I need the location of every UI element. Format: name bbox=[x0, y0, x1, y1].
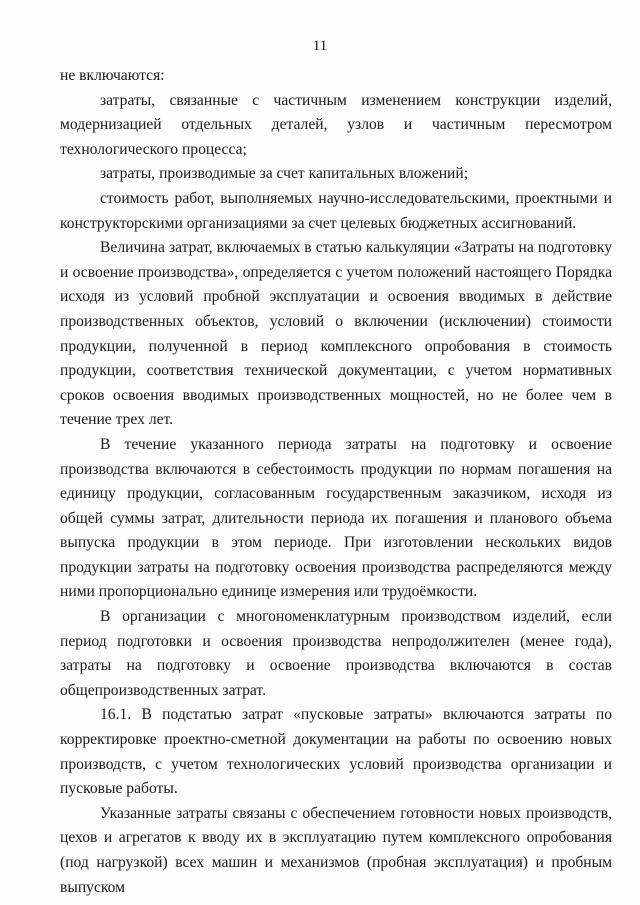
paragraph: стоимость работ, выполняемых научно-исследовательскими, проектными и конструкторскими организациями за счет целевых бюджетных ассигнований. bbox=[60, 189, 612, 232]
page-number: 11 bbox=[312, 38, 328, 54]
paragraph: Величина затрат, включаемых в статью калькуляции «Затраты на подготовку и освоение производства», определяется с учетом положений настоящего Порядка исходя из условий пробной эксплуатации и освоения вводимых в действие производственных объектов, условий о включении (исключении) стоимости продукции, полученной в период комплексного опробования в стоимость продукции, соответствия технической документации, с учетом нормативных сроков освоения вводимых производственных мощностей, но не более чем в течение трех лет. bbox=[60, 239, 612, 429]
paragraph: В течение указанного периода затраты на подготовку и освоение производства включаются в себестоимость продукции по нормам погашения на единицу продукции, согласованным государственным заказчиком, исходя из общей суммы затрат, длительности периода их погашения и планового объема выпуска продукции в этом периоде. При изготовлении нескольких видов продукции затраты на подготовку освоения производства распределяются между ними пропорционально единице измерения или трудоёмкости. bbox=[60, 435, 612, 601]
paragraph: затраты, производимые за счет капитальных вложений; bbox=[100, 165, 469, 183]
paragraph: В организации с многономенклатурным производством изделий, если период подготовки и освоения производства непродолжителен (менее года), затраты на подготовку и освоение производства включаются в состав общепроизводственных затрат. bbox=[60, 608, 612, 699]
paragraph: не включаются: bbox=[60, 67, 165, 84]
paragraph: 16.1. В подстатью затрат «пусковые затраты» включаются затраты по корректировке проектно-сметной документации на работы по освоению новых производств, с учетом технологических условий производства организации и пусковые работы. bbox=[60, 706, 612, 798]
paragraph: Указанные затраты связаны с обеспечением готовности новых производств, цехов и агрегатов к вводу их в эксплуатацию путем комплексного опробования (под нагрузкой) всех машин и механизмов (пробная эксплуатация) и пробным выпуском bbox=[60, 804, 612, 896]
paragraph: затраты, связанные с частичным изменением конструкции изделий, модернизацией отдельных деталей, узлов и частичным пересмотром технологического процесса; bbox=[60, 91, 612, 158]
document-body bbox=[60, 64, 612, 900]
